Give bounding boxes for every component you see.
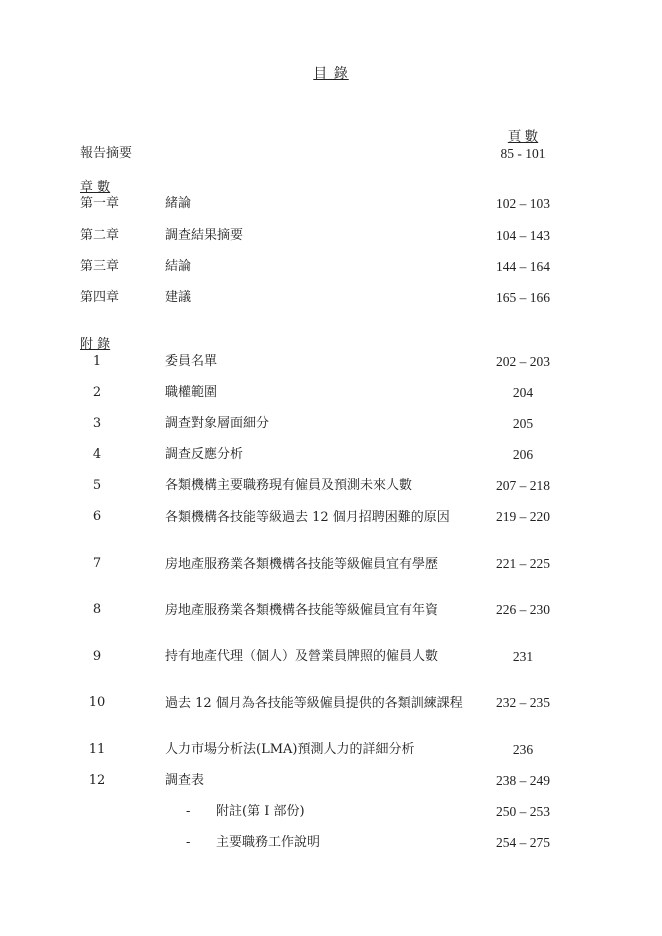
appendix-pages: 236 xyxy=(512,742,534,757)
appendix-pages: 219 – 220 xyxy=(496,509,550,524)
summary-label: 報告摘要 xyxy=(80,146,133,161)
appendix-number: 9 xyxy=(92,649,102,664)
appendix-pages: 231 xyxy=(512,649,534,664)
appendix-pages: 204 xyxy=(512,385,534,400)
appendix-number: 6 xyxy=(92,509,102,524)
appendix-heading: 附 錄 xyxy=(80,337,111,352)
appendix-number: 12 xyxy=(88,773,106,788)
appendix-pages: 232 – 235 xyxy=(496,695,550,710)
appendix-title: 各類機構各技能等級過去 12 個月招聘困難的原因 xyxy=(165,510,450,525)
chapter-pages: 104 – 143 xyxy=(496,228,550,243)
chapter-title: 調查結果摘要 xyxy=(165,228,244,243)
appendix-title: 委員名單 xyxy=(165,354,218,369)
appendix-number: 1 xyxy=(92,354,102,369)
summary-pages: 85 - 101 xyxy=(500,146,546,161)
appendix-title: 調查表 xyxy=(165,773,205,788)
appendix-title: 職權範圍 xyxy=(165,385,218,400)
appendix-title: 過去 12 個月為各技能等級僱員提供的各類訓練課程 xyxy=(165,696,463,711)
appendix-title: 持有地產代理（個人）及營業員牌照的僱員人數 xyxy=(165,649,439,664)
appendix-number: 4 xyxy=(92,447,102,462)
chapter-title: 緒論 xyxy=(165,196,192,211)
appendix-pages: 238 – 249 xyxy=(496,773,550,788)
appendix-pages: 207 – 218 xyxy=(496,478,550,493)
appendix-title: 調查反應分析 xyxy=(165,447,244,462)
appendix-number: 5 xyxy=(92,478,102,493)
sub-item-pages: 250 – 253 xyxy=(496,804,550,819)
appendix-pages: 202 – 203 xyxy=(496,354,550,369)
appendix-number: 3 xyxy=(92,416,102,431)
chapter-pages: 102 – 103 xyxy=(496,196,550,211)
appendix-pages: 205 xyxy=(512,416,534,431)
page-title: 目 錄 xyxy=(313,66,349,82)
appendix-title: 各類機構主要職務現有僱員及預測未來人數 xyxy=(165,478,413,493)
chapter-title: 建議 xyxy=(165,290,192,305)
sub-item-pages: 254 – 275 xyxy=(496,835,550,850)
chapter-number: 第三章 xyxy=(80,259,120,274)
appendix-number: 7 xyxy=(92,556,102,571)
chapter-title: 結論 xyxy=(165,259,192,274)
sub-item-title: 主要職務工作說明 xyxy=(216,835,321,850)
appendix-pages: 221 – 225 xyxy=(496,556,550,571)
appendix-number: 2 xyxy=(92,385,102,400)
chapter-pages: 165 – 166 xyxy=(496,290,550,305)
appendix-number: 8 xyxy=(92,602,102,617)
appendix-title: 調查對象層面細分 xyxy=(165,416,270,431)
appendix-title: 房地產服務業各類機構各技能等級僱員宜有學歷 xyxy=(165,557,439,572)
appendix-title: 人力市場分析法(LMA)預測人力的詳細分析 xyxy=(165,742,415,757)
sub-item-dash: - xyxy=(186,835,191,850)
appendix-number: 10 xyxy=(88,695,106,710)
appendix-pages: 206 xyxy=(512,447,534,462)
page-column-header: 頁 數 xyxy=(507,129,539,144)
chapters-heading: 章 數 xyxy=(80,180,111,195)
appendix-pages: 226 – 230 xyxy=(496,602,550,617)
appendix-title: 房地產服務業各類機構各技能等級僱員宜有年資 xyxy=(165,603,439,618)
chapter-pages: 144 – 164 xyxy=(496,259,550,274)
chapter-number: 第一章 xyxy=(80,196,120,211)
sub-item-dash: - xyxy=(186,804,191,819)
chapter-number: 第二章 xyxy=(80,228,120,243)
appendix-number: 11 xyxy=(88,742,106,757)
chapter-number: 第四章 xyxy=(80,290,120,305)
sub-item-title: 附註(第 I 部份) xyxy=(216,804,305,819)
